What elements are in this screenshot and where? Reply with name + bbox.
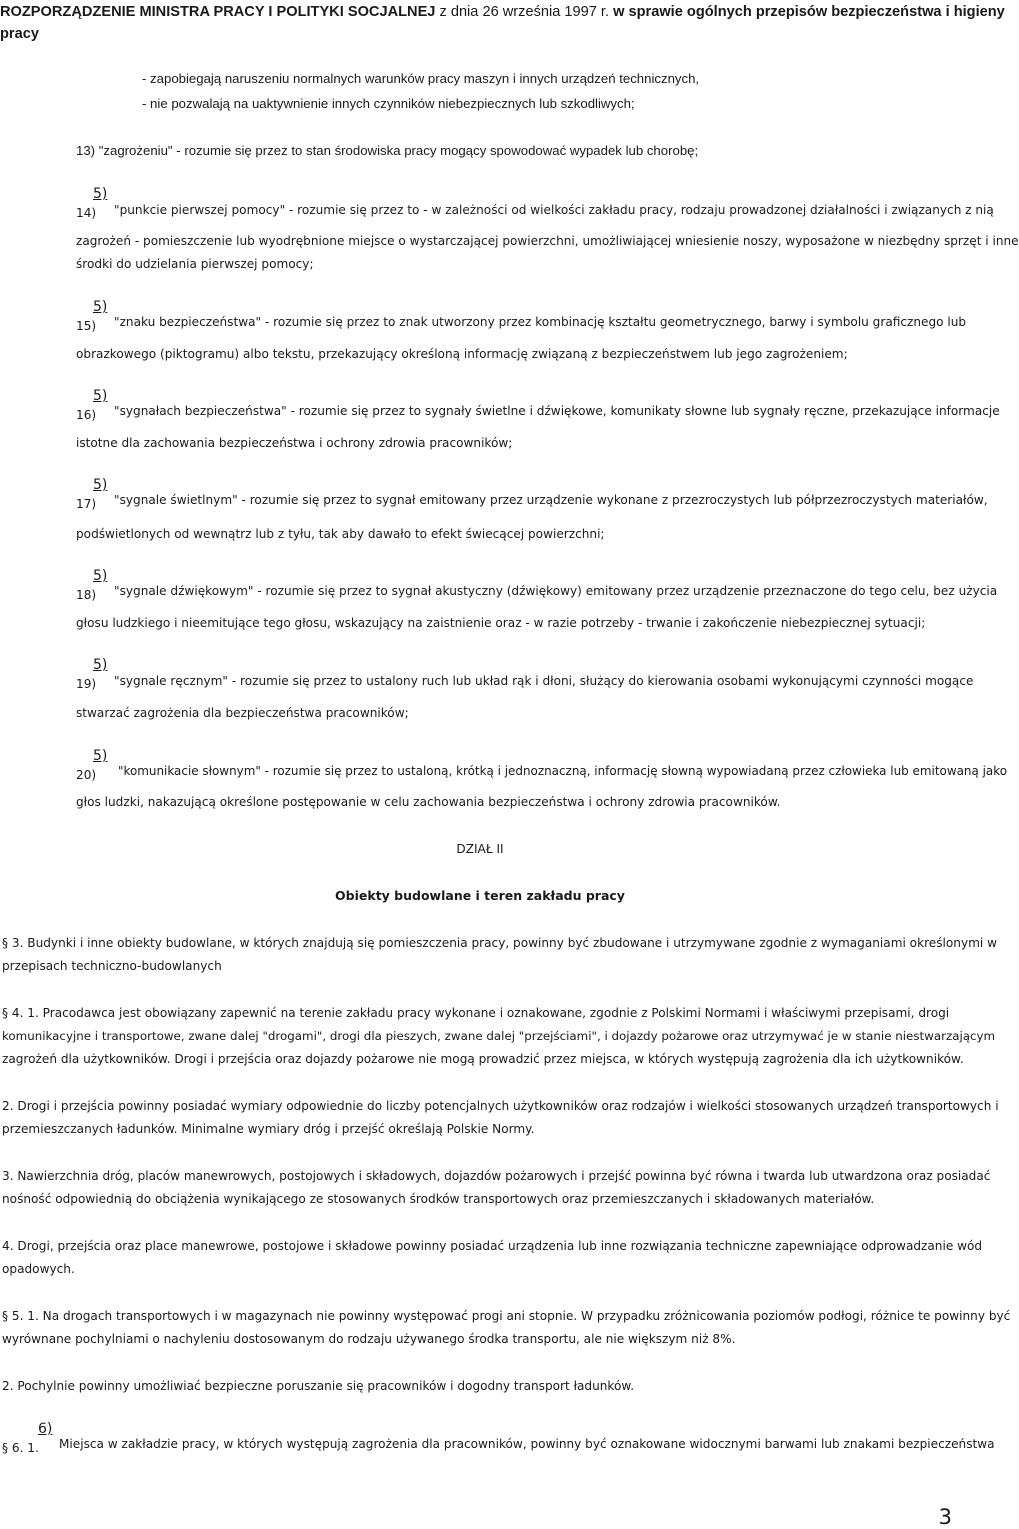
text-line: podświetlonych od wewnątrz lub z tyłu, tak aby dawało to efekt świecącej powierzchni; [76,527,605,541]
page-number: 3 [938,1505,952,1529]
text-line: "punkcie pierwszej pomocy" - rozumie się przez to - w zależności od wielkości zakładu pracy, rodzaju prowadzonej działalności i związanych z nią [114,203,994,217]
footnote-ref[interactable]: 5) [93,388,108,404]
text-line: opadowych. [2,1262,75,1276]
footnote-ref[interactable]: 6) [38,1421,53,1437]
text-line: 4. Drogi, przejścia oraz place manewrowe, postojowe i składowe powinny posiadać urządzenia lub inne rozwiązania techniczne zapewniające odprowadzanie wód [2,1239,983,1253]
footnote-ref[interactable]: 5) [93,299,108,315]
text-line: komunikacyjne i transportowe, zwane dalej "drogami", drogi dla pieszych, zwane dalej "przejściami", i dojazdy pożarowe oraz utrzymywać je w stanie niestwarzającym [2,1029,996,1043]
footnote-ref[interactable]: 5) [93,477,108,493]
text-line: przemieszczanych ładunków. Minimalne wymiary dróg i przejść określają Polskie Normy. [2,1122,535,1136]
text-line: obrazkowego (piktogramu) albo tekstu, przekazujący określoną informację związaną z bezpieczeństwem lub jego zagrożeniem; [76,347,848,361]
text-line: głos ludzki, nakazującą określone postępowanie w celu zachowania bezpieczeństwa i ochrony zdrowia pracowników. [76,795,781,809]
paragraph-number: § 6. 1. [2,1441,39,1455]
footnote-ref[interactable]: 5) [93,657,108,673]
item-number: 19) [76,677,97,691]
footnote-ref[interactable]: 5) [93,748,108,764]
text-line: 3. Nawierzchnia dróg, placów manewrowych, postojowych i składowych, dojazdów pożarowych i przejść powinna być równa i twarda lub utwardzona oraz posiadać [2,1169,991,1183]
text-line: głosu ludzkiego i nieemitujące tego głosu, wskazujący na zaistnienie oraz - w razie potrzeby - trwanie i zakończenie niebezpiecznej sytuacji; [76,616,926,630]
text-line: Miejsca w zakładzie pracy, w których występują zagrożenia dla pracowników, powinny być oznakowane widocznymi barwami lub znakami bezpieczeństwa [59,1437,995,1451]
item-number: 17) [76,497,97,511]
footnote-ref[interactable]: 5) [93,568,108,584]
text-line: § 5. 1. Na drogach transportowych i w magazynach nie powinny występować progi ani stopnie. W przypadku zróżnicowania poziomów podłogi, różnice te powinny być [2,1309,1011,1323]
text-line: § 3. Budynki i inne obiekty budowlane, w których znajdują się pomieszczenia pracy, powinny być zbudowane i utrzymywane zgodnie z wymaganiami określonymi w [2,936,997,950]
section-subtitle: Obiekty budowlane i teren zakładu pracy [335,888,625,903]
regulation-title: ROZPORZĄDZENIE MINISTRA PRACY I POLITYKI SOCJALNEJ [0,4,436,20]
section-title: DZIAŁ II [456,842,504,856]
text-line: nośność odpowiednią do obciążenia wynikającego ze stosowanych środków transportowych oraz przemieszczanych i składowanych materiałów. [2,1192,875,1206]
item-number: 18) [76,588,97,602]
regulation-subject-line2: pracy [0,26,39,42]
text-line: zagrożeń dla użytkowników. Drogi i przejścia oraz dojazdy pożarowe nie mogą prowadzić przez miejsca, w których występują zagrożenia dla ich użytkowników. [2,1052,964,1066]
text-line: przepisach techniczno-budowlanych [2,959,222,973]
text-line: stwarzać zagrożenia dla bezpieczeństwa pracowników; [76,706,409,720]
text-line: środki do udzielania pierwszej pomocy; [76,257,314,271]
text-line: istotne dla zachowania bezpieczeństwa i ochrony zdrowia pracowników; [76,436,513,450]
text-line: - nie pozwalają na uaktywnienie innych czynników niebezpiecznych lub szkodliwych; [142,96,635,111]
item-number: 14) [76,206,97,220]
text-line: "sygnale ręcznym" - rozumie się przez to ustalony ruch lub układ rąk i dłoni, służący do kierowania osobami wykonującymi czynności mogące [114,674,974,688]
text-line: 13) "zagrożeniu" - rozumie się przez to stan środowiska pracy mogący spowodować wypadek lub chorobę; [76,143,699,158]
text-line: "sygnale dźwiękowym" - rozumie się przez to sygnał akustyczny (dźwiękowy) emitowany przez urządzenie przeznaczone do tego celu, bez użycia [114,584,998,598]
text-line: § 4. 1. Pracodawca jest obowiązany zapewnić na terenie zakładu pracy wykonane i oznakowane, zgodnie z Polskimi Normami i właściwymi przepisami, drogi [2,1006,950,1020]
text-line: "sygnale świetlnym" - rozumie się przez to sygnał emitowany przez urządzenie wykonane z przezroczystych lub półprzezroczystych materiałów, [114,493,988,507]
item-number: 15) [76,319,97,333]
item-number: 16) [76,408,97,422]
regulation-subject: w sprawie ogólnych przepisów bezpieczeństwa i higieny [613,4,1005,20]
text-line: "komunikacie słownym" - rozumie się przez to ustaloną, krótką i jednoznaczną, informację słowną wypowiadaną przez człowieka lub emitowaną jako [118,764,1007,778]
regulation-date: z dnia 26 września 1997 r. [435,4,614,20]
text-line: "sygnałach bezpieczeństwa" - rozumie się przez to sygnały świetlne i dźwiękowe, komunikaty słowne lub sygnały ręczne, przekazujące informacje [114,404,1000,418]
text-line: zagrożeń - pomieszczenie lub wyodrębnione miejsce o wystarczającej powierzchni, umożliwiającej wniesienie noszy, wyposażone w niezbędny sprzęt i inne [76,234,1019,248]
text-line: - zapobiegają naruszeniu normalnych warunków pracy maszyn i innych urządzeń technicznych, [142,71,700,86]
text-line: 2. Pochylnie powinny umożliwiać bezpieczne poruszanie się pracowników i dogodny transport ładunków. [2,1379,635,1393]
text-line: wyrównane pochylniami o nachyleniu dostosowanym do rodzaju używanego środka transportu, ale nie większym niż 8%. [2,1332,736,1346]
footnote-ref[interactable]: 5) [93,186,108,202]
text-line: 2. Drogi i przejścia powinny posiadać wymiary odpowiednie do liczby potencjalnych użytkowników oraz rodzajów i wielkości stosowanych urządzeń transportowych i [2,1099,999,1113]
text-line: "znaku bezpieczeństwa" - rozumie się przez to znak utworzony przez kombinację kształtu geometrycznego, barwy i symbolu graficznego lub [114,315,967,329]
item-number: 20) [76,768,97,782]
